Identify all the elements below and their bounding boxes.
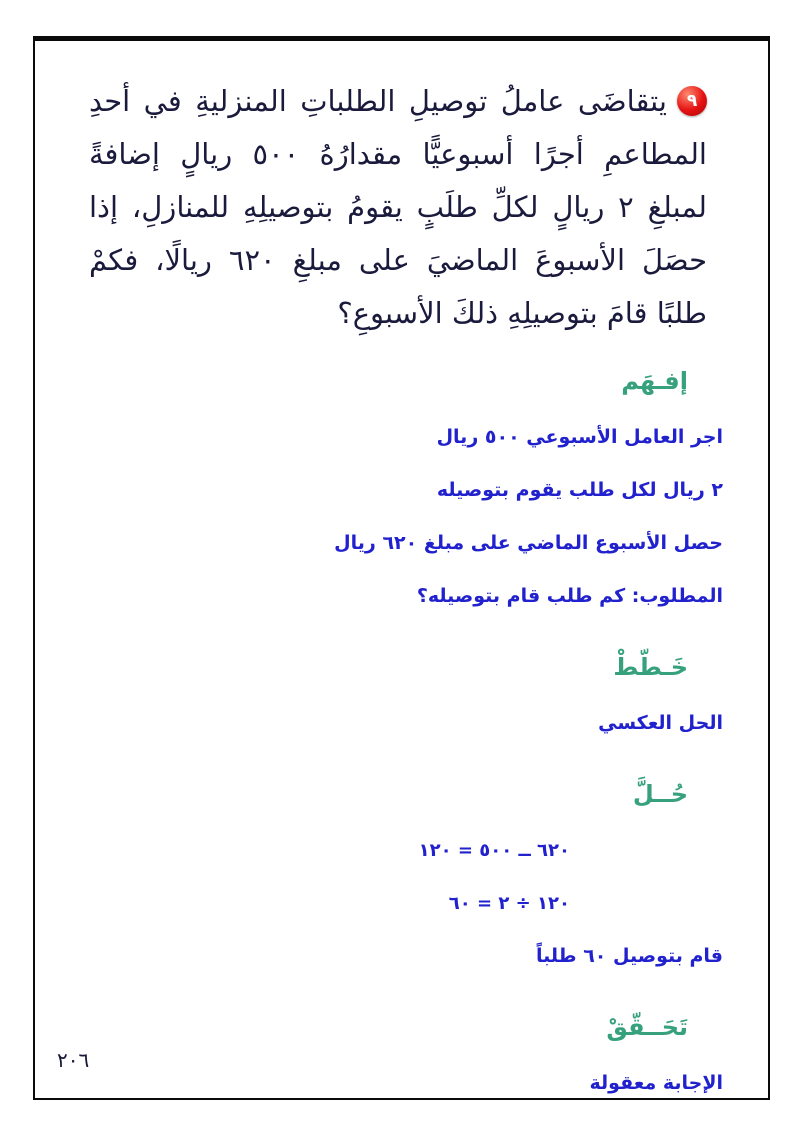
solve-heading: حُــلَّ — [632, 780, 688, 808]
required-question: المطلوب: كم طلب قام بتوصيله؟ — [416, 585, 723, 607]
problem-statement — [89, 75, 707, 340]
plan-method: الحل العكسي — [598, 712, 723, 734]
check-heading: تَحَــقّقْ — [606, 1013, 688, 1041]
plan-heading: خَـطّطْ — [613, 653, 688, 681]
given-weekly-wage: اجر العامل الأسبوعي ٥٠٠ ريال — [436, 426, 723, 448]
check-statement: الإجابة معقولة — [589, 1072, 723, 1094]
solve-equation-subtraction: ٦٢٠ ــ ٥٠٠ = ١٢٠ — [418, 840, 570, 861]
page-number: ٢٠٦ — [57, 1048, 90, 1072]
content-frame — [33, 36, 770, 1100]
understand-heading: إفـهَم — [621, 367, 688, 395]
problem-text: يتقاضَى عاملُ توصيلِ الطلباتِ المنزليةِ في أحدِ المطاعمِ أجرًا أسبوعيًّا مقدارُهُ ٥٠٠ ريالٍ إضافةً لمبلغِ ٢ ريالٍ لكلِّ طلَبٍ يقومُ بتوصيلِهِ للمنازلِ، إذا حصَلَ الأسبوعَ الماضيَ على مبلغِ ٦٢٠ ريالًا، فكمْ طلبًا قامَ بتوصيلِهِ ذلكَ الأسبوعِ؟ — [89, 84, 707, 330]
question-number-badge — [677, 86, 707, 116]
solve-equation-division: ١٢٠ ÷ ٢ = ٦٠ — [448, 893, 570, 914]
solve-conclusion: قام بتوصيل ٦٠ طلباً — [536, 945, 723, 967]
given-last-week-total: حصل الأسبوع الماضي على مبلغ ٦٢٠ ريال — [334, 532, 723, 554]
given-per-order: ٢ ريال لكل طلب يقوم بتوصيله — [436, 479, 723, 501]
question-number: ٩ — [686, 90, 698, 111]
